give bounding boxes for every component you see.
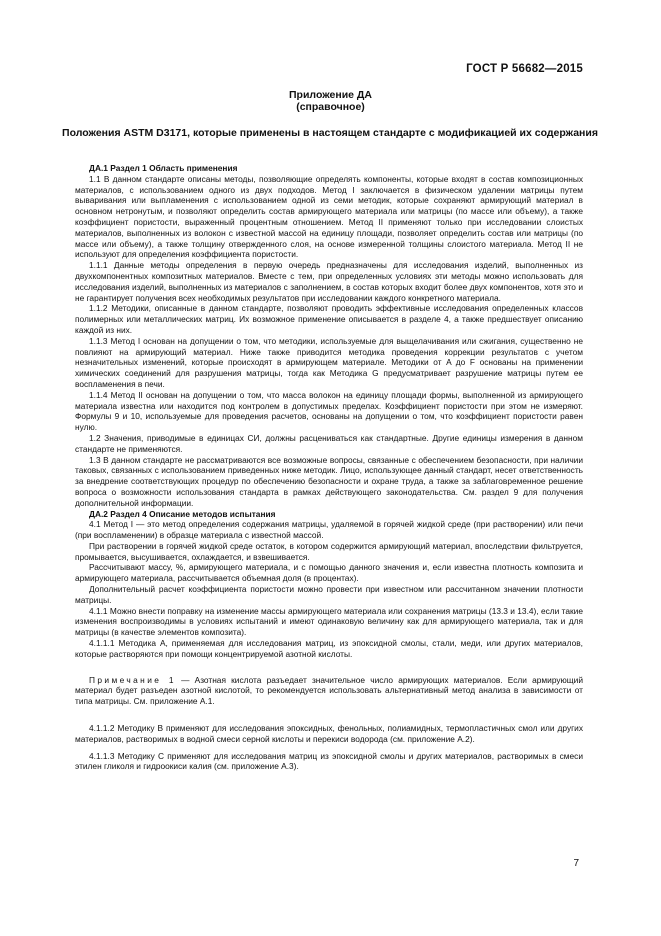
paragraph: 4.1.1.1 Методика А, применяемая для исследования матриц, из эпоксидной смолы, стали, меди, или других материалов, которые растворяются при помощи концентрируемой азотной кислоты. <box>75 638 583 659</box>
paragraph: 1.1.2 Методики, описанные в данном стандарте, позволяют проводить эффективные исследования определенных классов полимерных или металлических матриц. Их возможное применение описывается в разделе 4, а также предшествует описанию каждой из них. <box>75 303 583 335</box>
paragraph: 4.1.1.2 Методику В применяют для исследования эпоксидных, фенольных, полиамидных, термопластичных смол или других материалов, растворимых в водной смеси серной кислоты и перекиси водорода (см. приложение А.2). <box>75 723 583 744</box>
paragraph: 4.1.1 Можно внести поправку на изменение массы армирующего материала или сохранения матрицы (13.3 и 13.4), если такие изменения воспроизводимы в условиях испытаний и имеют одинаковую величину как для армирующего материала, так и для матрицы (в качестве элементов композита). <box>75 605 583 638</box>
subsection-heading: ДА.1 Раздел 1 Область применения <box>89 163 238 173</box>
paragraph: Дополнительный расчет коэффициента пористости можно провести при известном или рассчитанном значении плотности матрицы. <box>75 584 583 605</box>
subsection-heading: ДА.2 Раздел 4 Описание методов испытания <box>89 508 276 519</box>
paragraph: 1.3 В данном стандарте не рассматриваются все возможные вопросы, связанные с обеспечением безопасности, при наличии таковых, связанных с использованием приведенных ниже методик. Лицо, использующее данный стандарт, несет ответственность за внедрение соответствующих процедур по обеспечению безопасности и охране труда, а также за заблаговременное решение вопроса о возможности использования стандарта в рамках действующего законодательства. См. раздел 9 для получения дополнительной информации. <box>75 454 583 508</box>
paragraph: Рассчитывают массу, %, армирующего материала, и с помощью данного значения и, если известна плотность композита и армирующего материала, рассчитывается объемная доля (в процентах). <box>75 562 583 584</box>
paragraph: 1.1 В данном стандарте описаны методы, позволяющие определять компоненты, которые входят в состав композиционных материалов, с использованием одного из двух подходов. Метод I заключается в физическом удалении матрицы путем вываривания или выпламенения с использованием одной из семи методик, которые сохраняют армирующий материал в основном нетронутым, и позволяют определить состав армирующего материала или матрицы (по массе или объему), а также коэффициент пористости, выраженный процентным отношением. Метод II применяют только при исследовании слоистых материалов, выполненных из волокон с известной массой на единицу площади, позволяет определить состав или матрицы (по массе или объему), а также толщину отвержденного слоя, на основе измеренной толщины слоистого материала. Метод II не используют для определения коэффициента пористости. <box>75 173 583 260</box>
appendix-title: Приложение ДА <box>289 89 372 101</box>
appendix-title-block <box>0 89 661 113</box>
paragraph: При растворении в горячей жидкой среде остаток, в котором содержится армирующий материал, впоследствии фильтруется, промывается, высушивается, охлаждается, и взвешивается. <box>75 540 583 562</box>
paragraph: 1.1.1 Данные методы определения в первую очередь предназначены для исследования изделий, выполненных из двухкомпонентных композитных материалов. Вместе с тем, при определенных условиях эти методы можно использовать для исследования изделий, выполненных из материалов с заполнением, в состав которых входит более двух компонентов, хотя это и не гарантирует получения всех необходимых результатов при исследовании каждого конкретного материала. <box>75 260 583 303</box>
page-number: 7 <box>573 858 579 869</box>
paragraph: 1.1.3 Метод I основан на допущении о том, что методики, используемые для выщелачивания или сжигания, существенно не повлияют на армирующий материал. Ниже также приводится методика проведения коррекции результатов с учетом незначительных изменений, которые происходят в армирующем материале. Методики от A до F основаны на применении химических соединений для разрушения матрицы, тогда как Методика G предусматривает разрушение матрицы путем ее воспламенения в печи. <box>75 335 583 389</box>
paragraph: 1.2 Значения, приводимые в единицах СИ, должны расцениваться как стандартные. Другие единицы измерения в данном стандарте не применяются. <box>75 432 583 454</box>
paragraph: 4.1 Метод I — это метод определения содержания матрицы, удаляемой в горячей жидкой среде (при растворении) или печи (при воспламенении) в образце материала с известной массой. <box>75 519 583 541</box>
paragraph: 1.1.4 Метод II основан на допущении о том, что масса волокон на единицу площади формы, выполненной из армирующего материала известна или находится под контролем в допустимых пределах. Коэффициент пористости при этом не измеряют. Формулы 9 и 10, используемые для проведения расчетов, основаны на допущении о том, что коэффициент пористости равен нулю. <box>75 389 583 433</box>
note <box>75 675 583 707</box>
paragraph: 4.1.1.3 Методику С применяют для исследования матриц из эпоксидной смолы и других материалов, растворимых в смеси этилен гликоля и гидроокиси калия (см. приложение А.3). <box>75 750 583 772</box>
appendix-subtitle: (справочное) <box>296 101 365 113</box>
note-text: — Азотная кислота разъедает значительное число армирующих материалов. Если армирующий материал будет разъеден азотной кислотой, то рекомендуется использовать альтернативный метод анализа в зависимости от типа матрицы. См. приложение А.1. <box>75 674 583 707</box>
section-heading: Положения ASTM D3171, которые применены в настоящем стандарте с модификацией их содержания <box>62 127 598 139</box>
note-label: Примечание 1 <box>89 674 176 685</box>
document-code: ГОСТ Р 56682—2015 <box>466 63 583 75</box>
document-body <box>75 163 583 772</box>
